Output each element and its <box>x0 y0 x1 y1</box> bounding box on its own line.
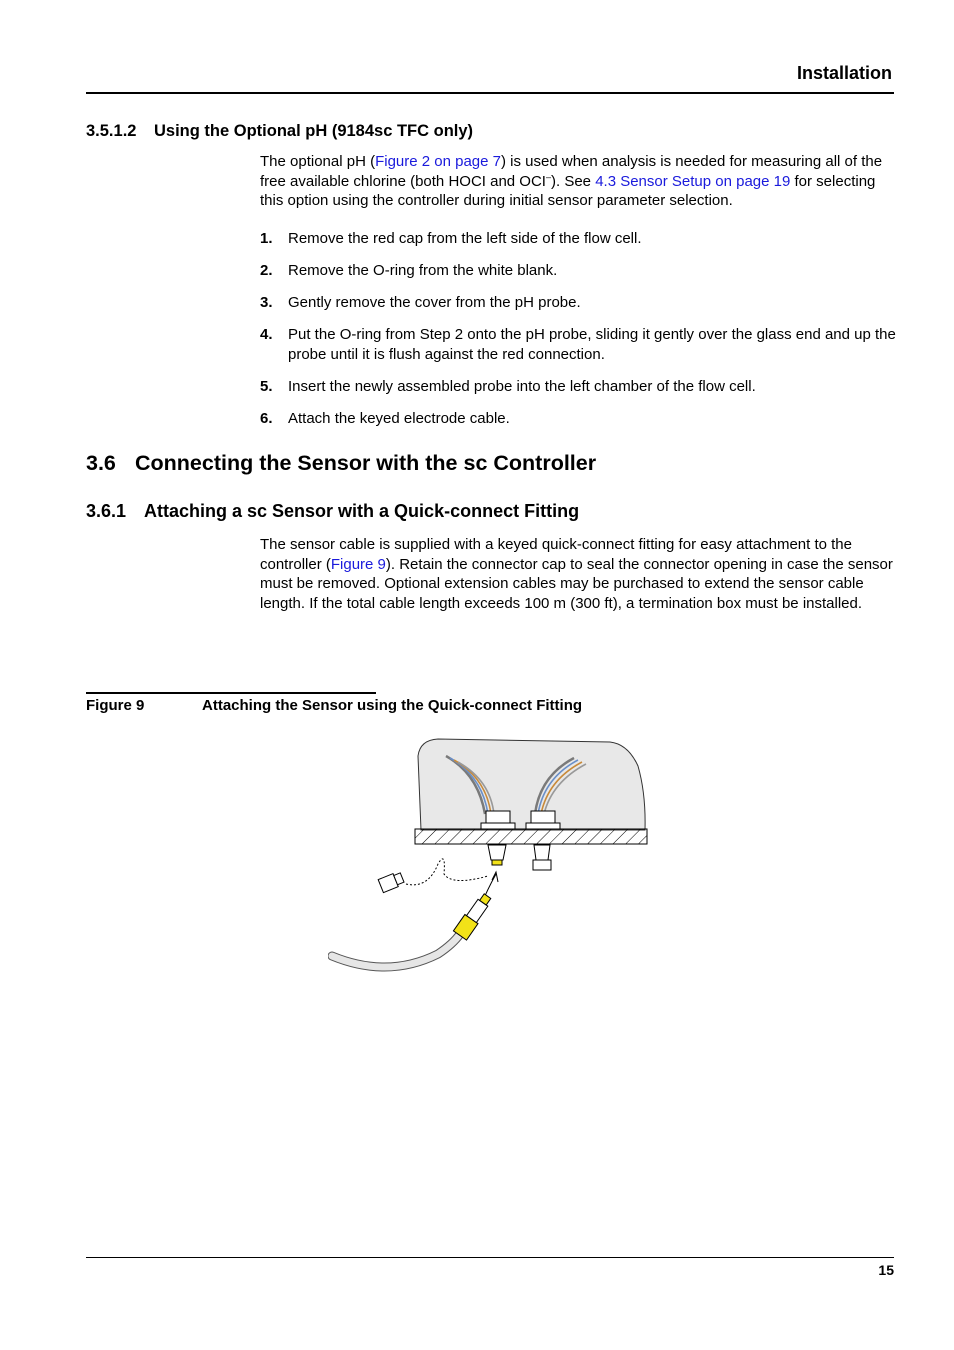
list-item <box>260 377 896 397</box>
text-run: for selecting this option using the controller during initial sensor parameter selection. <box>260 172 876 209</box>
step-number: 1. <box>260 230 273 247</box>
section-title: Using the Optional pH (9184sc TFC only) <box>154 122 474 140</box>
section-heading-3-6 <box>86 451 596 476</box>
list-item <box>260 261 896 281</box>
step-number: 4. <box>260 326 273 343</box>
text-run: ). See <box>551 172 596 190</box>
superscript-minus: – <box>545 171 551 182</box>
header-rule <box>86 92 894 94</box>
step-text: Put the O-ring from Step 2 onto the pH probe, sliding it gently over the glass end and up the probe until it is flush against the red connection. <box>288 326 896 363</box>
footer-rule <box>86 1257 894 1258</box>
intro-paragraph <box>260 152 896 211</box>
panel-section <box>415 829 647 844</box>
figure-label: Figure 9 <box>86 697 145 714</box>
section-number: 3.5.1.2 <box>86 122 137 140</box>
receptacle-tip <box>492 860 502 865</box>
step-text: Gently remove the cover from the pH probe. <box>288 294 581 311</box>
capped-connector <box>534 845 550 860</box>
figure-rule <box>86 692 376 694</box>
step-number: 2. <box>260 262 273 279</box>
section-number: 3.6 <box>86 451 116 475</box>
cable-plug <box>453 892 494 940</box>
text-run: The sensor cable is supplied with a keyed quick-connect fitting for easy attachment to the controller ( <box>260 536 852 573</box>
figure-title: Attaching the Sensor using the Quick-connect Fitting <box>202 697 583 714</box>
section-title: Connecting the Sensor with the sc Controller <box>135 451 597 475</box>
fitting-flange <box>481 823 515 829</box>
sensor-setup-link[interactable]: 4.3 Sensor Setup on page 19 <box>595 172 791 190</box>
figure-2-link[interactable]: Figure 2 on page 7 <box>375 153 502 170</box>
step-number: 3. <box>260 294 273 311</box>
section-heading-3-6-1 <box>86 501 579 522</box>
loose-cap <box>378 871 405 893</box>
section-heading-3-5-1-2 <box>86 122 473 141</box>
step-text: Remove the O-ring from the white blank. <box>288 262 558 279</box>
tether-line <box>406 859 488 885</box>
receptacle-connector <box>488 845 506 860</box>
step-text: Remove the red cap from the left side of the flow cell. <box>288 230 642 247</box>
list-item <box>260 325 896 365</box>
step-text: Attach the keyed electrode cable. <box>288 410 510 427</box>
text-run: The optional pH ( <box>260 153 376 170</box>
fitting-flange <box>526 823 560 829</box>
step-number: 5. <box>260 378 273 395</box>
page-number: 15 <box>878 1262 894 1278</box>
list-item <box>260 293 896 313</box>
section-title: Attaching a sc Sensor with a Quick-connect Fitting <box>144 501 580 521</box>
step-text: Insert the newly assembled probe into the left chamber of the flow cell. <box>288 378 756 395</box>
text-run: ) is used when analysis is needed for measuring all of the free available chlorine (both HOCI and OCI <box>260 153 883 190</box>
step-number: 6. <box>260 410 273 427</box>
connector-cap <box>533 860 551 870</box>
text-run: ). Retain the connector cap to seal the connector opening in case the sensor must be removed. Optional extension cables may be purchased to extend the sensor cable length. If the total cable length exceeds 100 m (300 ft), a termination box must be installed. <box>260 555 893 612</box>
quick-connect-paragraph <box>260 535 896 613</box>
list-item <box>260 409 896 429</box>
section-number: 3.6.1 <box>86 501 127 521</box>
figure-9-link[interactable]: Figure 9 <box>330 555 386 573</box>
quick-connect-illustration <box>328 734 658 979</box>
list-item <box>260 229 896 249</box>
running-header: Installation <box>796 63 892 83</box>
